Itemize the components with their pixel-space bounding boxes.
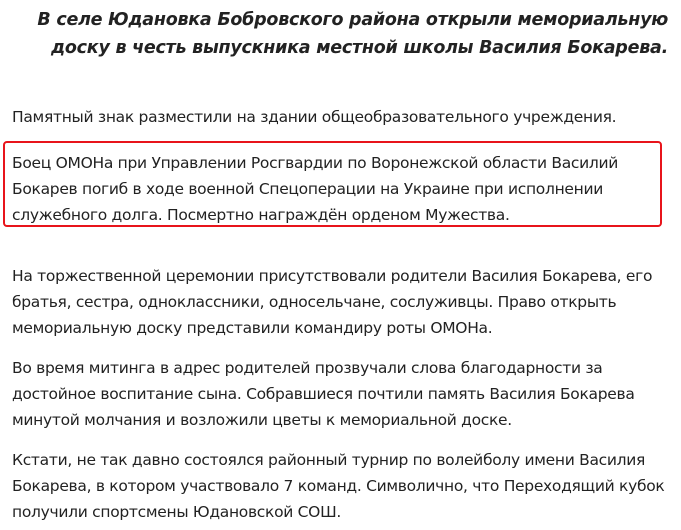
article-paragraph-4: Во время митинга в адрес родителей прозвучали слова благодарности за достойное воспитание сына. Собравшиеся почтили память Василия Бокарева минутой молчания и возложили цветы к мемориальной доске. <box>12 359 635 429</box>
highlighted-quote-box <box>3 141 662 227</box>
article-paragraph-3: На торжественной церемонии присутствовали родители Василия Бокарева, его братья, сестра, одноклассники, односельчане, сослуживцы. Право открыть мемориальную доску представили командиру роты ОМОНа. <box>12 267 653 337</box>
article-lead: В селе Юдановка Бобровского района открыли мемориальную доску в честь выпускника местной школы Василия Бокарева. <box>37 10 668 58</box>
article-paragraph-1: Памятный знак разместили на здании общеобразовательного учреждения. <box>12 108 617 126</box>
article-paragraph-5: Кстати, не так давно состоялся районный турнир по волейболу имени Василия Бокарева, в котором участвовало 7 команд. Символично, что Переходящий кубок получили спортсмены Юдановской СОШ. <box>12 451 665 521</box>
article-paragraph-2: Боец ОМОНа при Управлении Росгвардии по Воронежской области Василий Бокарев погиб в ходе военной Спецоперации на Украине при исполнении служебного долга. Посмертно награждён орденом Мужества. <box>12 154 619 224</box>
